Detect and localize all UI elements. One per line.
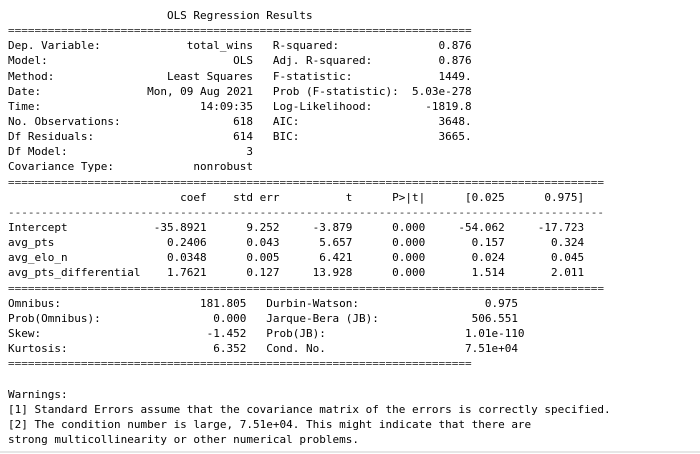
coef-row-avg-pts-differential: avg_pts_differential 1.7621 0.127 13.928 0.000 1.514 2.011 — [8, 266, 585, 280]
summary-row: Model: OLS Adj. R-squared: 0.876 — [8, 54, 472, 68]
summary-row: Df Model: 3 — [8, 145, 479, 159]
blank-line — [8, 371, 611, 386]
diagnostic-row: Skew: -1.452 Prob(JB): 1.01e-110 — [8, 326, 525, 340]
diagnostic-row: Prob(Omnibus): 0.000 Jarque-Bera (JB): 506.551 — [8, 311, 518, 325]
separator-line: ========================================================================================== — [8, 175, 605, 189]
summary-row: Method: Least Squares F-statistic: 1449. — [8, 69, 472, 83]
separator-line: ====================================================================== — [8, 357, 472, 371]
separator-line: ====================================================================== — [8, 24, 472, 38]
coef-row-intercept: Intercept -35.8921 9.252 -3.879 0.000 -54.062 -17.723 — [8, 220, 585, 234]
warnings-heading: Warnings: — [8, 387, 68, 401]
summary-row: Df Residuals: 614 BIC: 3665. — [8, 130, 472, 144]
summary-row: Covariance Type: nonrobust — [8, 160, 479, 174]
warning-2: [2] The condition number is large, 7.51e+04. This might indicate that there are — [8, 417, 532, 431]
coef-row-avg-pts: avg_pts 0.2406 0.043 5.657 0.000 0.157 0.324 — [8, 236, 585, 250]
separator-line: ========================================================================================== — [8, 281, 605, 295]
diagnostic-row: Kurtosis: 6.352 Cond. No. 7.51e+04 — [8, 342, 518, 356]
warning-2-continued: strong multicollinearity or other numerical problems. — [8, 432, 359, 446]
summary-row: Time: 14:09:35 Log-Likelihood: -1819.8 — [8, 99, 472, 113]
warning-1: [1] Standard Errors assume that the covariance matrix of the errors is correctly specified. — [8, 402, 611, 416]
coef-row-avg-elo-n: avg_elo_n 0.0348 0.005 6.421 0.000 0.024 0.045 — [8, 251, 585, 265]
cell-bottom-border — [0, 451, 700, 453]
title-line: OLS Regression Results — [8, 9, 472, 22]
summary-row: Date: Mon, 09 Aug 2021 Prob (F-statistic): 5.03e-278 — [8, 84, 472, 98]
dash-separator-line: ------------------------------------------------------------------------------------------ — [8, 205, 605, 219]
regression-output — [8, 8, 611, 447]
diagnostic-row: Omnibus: 181.805 Durbin-Watson: 0.975 — [8, 296, 518, 310]
summary-row: Dep. Variable: total_wins R-squared: 0.876 — [8, 39, 472, 53]
coef-header-row: coef std err t P>|t| [0.025 0.975] — [8, 190, 585, 204]
summary-row: No. Observations: 618 AIC: 3648. — [8, 114, 472, 128]
